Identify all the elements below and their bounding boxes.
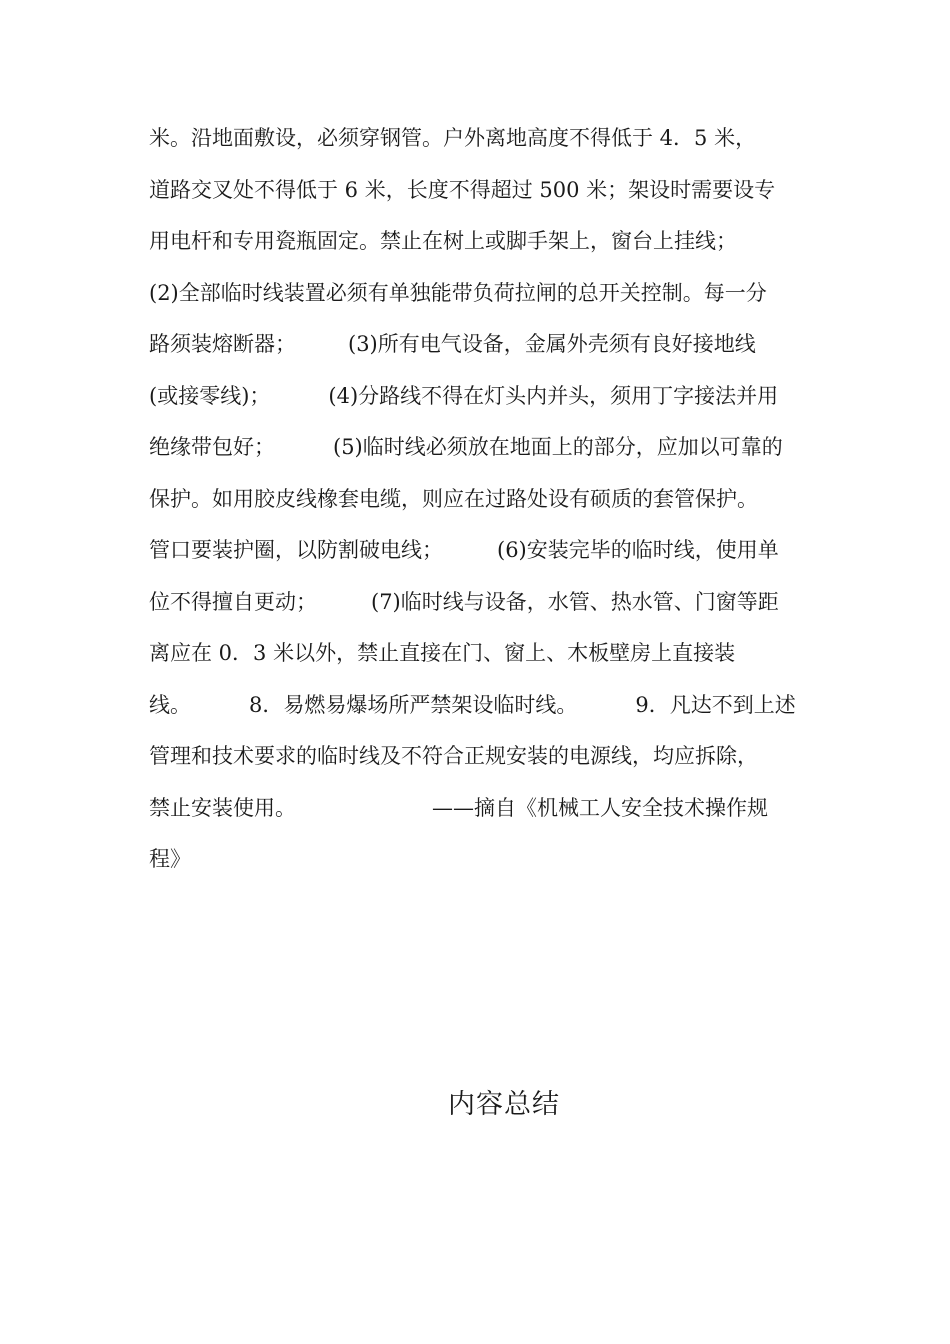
text-line: 用电杆和专用瓷瓶固定。禁止在树上或脚手架上，窗台上挂线；	[149, 229, 737, 253]
text-segment: 路须装熔断器；	[149, 332, 296, 356]
text-segment: 线。	[149, 692, 191, 717]
text-segment: 位不得擅自更动；	[149, 589, 317, 614]
text-segment: (或接零线)；	[149, 383, 271, 408]
text-line	[149, 582, 809, 634]
text-segment: (7)临时线与设备，水管、热水管、门窗等距	[371, 589, 779, 614]
summary-heading: 内容总结	[448, 1089, 560, 1120]
text-line	[149, 324, 809, 376]
text-segment: 绝缘带包好；	[149, 435, 275, 459]
text-line	[149, 376, 809, 428]
text-line	[149, 685, 809, 737]
text-segment: 禁止安装使用。	[149, 795, 296, 820]
text-line: 程》	[149, 847, 191, 871]
text-line	[149, 530, 809, 582]
text-segment: ——摘自《机械工人安全技术操作规	[432, 795, 768, 820]
body-paragraph	[149, 118, 809, 891]
text-segment: (3)所有电气设备，金属外壳须有良好接地线	[348, 332, 756, 356]
text-line: 管理和技术要求的临时线及不符合正规安装的电源线，均应拆除，	[149, 744, 758, 768]
text-line: 道路交叉处不得低于 6 米，长度不得超过 500 米；架设时需要设专	[149, 177, 776, 202]
text-line: (2)全部临时线装置必须有单独能带负荷拉闸的总开关控制。每一分	[149, 280, 767, 305]
text-line: 米。沿地面敷设，必须穿钢管。户外离地高度不得低于 4．5 米，	[149, 126, 757, 150]
text-segment: 9．凡达不到上述	[635, 692, 796, 717]
text-segment: (4)分路线不得在灯头内并头，须用丁字接法并用	[328, 383, 779, 408]
text-segment: 管口要装护圈，以防割破电线；	[149, 538, 443, 562]
text-segment: 8．易燃易爆场所严禁架设临时线。	[249, 692, 578, 717]
text-line	[149, 788, 809, 840]
text-line: 保护。如用胶皮线橡套电缆，则应在过路处设有硕质的套管保护。	[149, 486, 758, 511]
text-segment: (5)临时线必须放在地面上的部分，应加以可靠的	[333, 435, 783, 459]
text-line: 离应在 0．3 米以外，禁止直接在门、窗上、木板壁房上直接装	[149, 641, 736, 665]
text-segment: (6)安装完毕的临时线，使用单	[497, 538, 779, 562]
text-line	[149, 427, 809, 479]
